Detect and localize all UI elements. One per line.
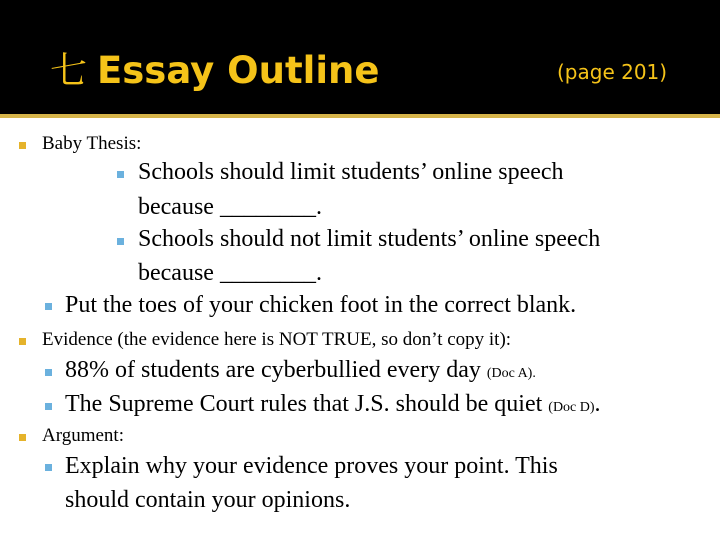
page-reference: (page 201) bbox=[557, 60, 668, 84]
evidence-item-1-text: 88% of students are cyberbullied every day bbox=[65, 357, 487, 383]
thesis-option-1-line-1: Schools should limit students’ online speech bbox=[138, 159, 564, 185]
bullet-square-icon bbox=[45, 303, 52, 310]
bullet-square-icon bbox=[117, 238, 124, 245]
bullet-square-icon bbox=[45, 403, 52, 410]
bullet-square-icon bbox=[19, 338, 26, 345]
bullet-square-icon bbox=[45, 369, 52, 376]
evidence-item-2-end: . bbox=[594, 391, 601, 417]
evidence-label: Evidence (the evidence here is NOT TRUE, so don’t copy it): bbox=[42, 329, 512, 350]
evidence-item-2-text: The Supreme Court rules that J.S. should be quiet bbox=[65, 391, 549, 417]
evidence-item-1-source: (Doc A). bbox=[486, 366, 536, 381]
thesis-option-1-line-2: because ________. bbox=[138, 194, 322, 220]
title-text: Essay Outline bbox=[97, 49, 380, 92]
accent-divider bbox=[0, 114, 720, 118]
evidence-item-2 bbox=[65, 391, 601, 418]
thesis-option-2-line-1: Schools should not limit students’ online speech bbox=[138, 226, 601, 252]
bullet-square-icon bbox=[19, 142, 26, 149]
slide-title bbox=[50, 40, 379, 94]
bullet-square-icon bbox=[19, 434, 26, 441]
argument-label: Argument: bbox=[42, 425, 124, 446]
evidence-item-1 bbox=[65, 357, 536, 384]
bullet-square-icon bbox=[117, 171, 124, 178]
title-glyph: 七 bbox=[50, 49, 87, 92]
argument-item-line-1: Explain why your evidence proves your point. This bbox=[65, 453, 558, 479]
argument-item-line-2: should contain your opinions. bbox=[65, 487, 351, 513]
thesis-option-2-line-2: because ________. bbox=[138, 260, 322, 286]
thesis-instruction: Put the toes of your chicken foot in the correct blank. bbox=[65, 292, 577, 318]
bullet-square-icon bbox=[45, 464, 52, 471]
evidence-item-2-source: (Doc D) bbox=[548, 400, 595, 415]
baby-thesis-label: Baby Thesis: bbox=[42, 133, 142, 154]
